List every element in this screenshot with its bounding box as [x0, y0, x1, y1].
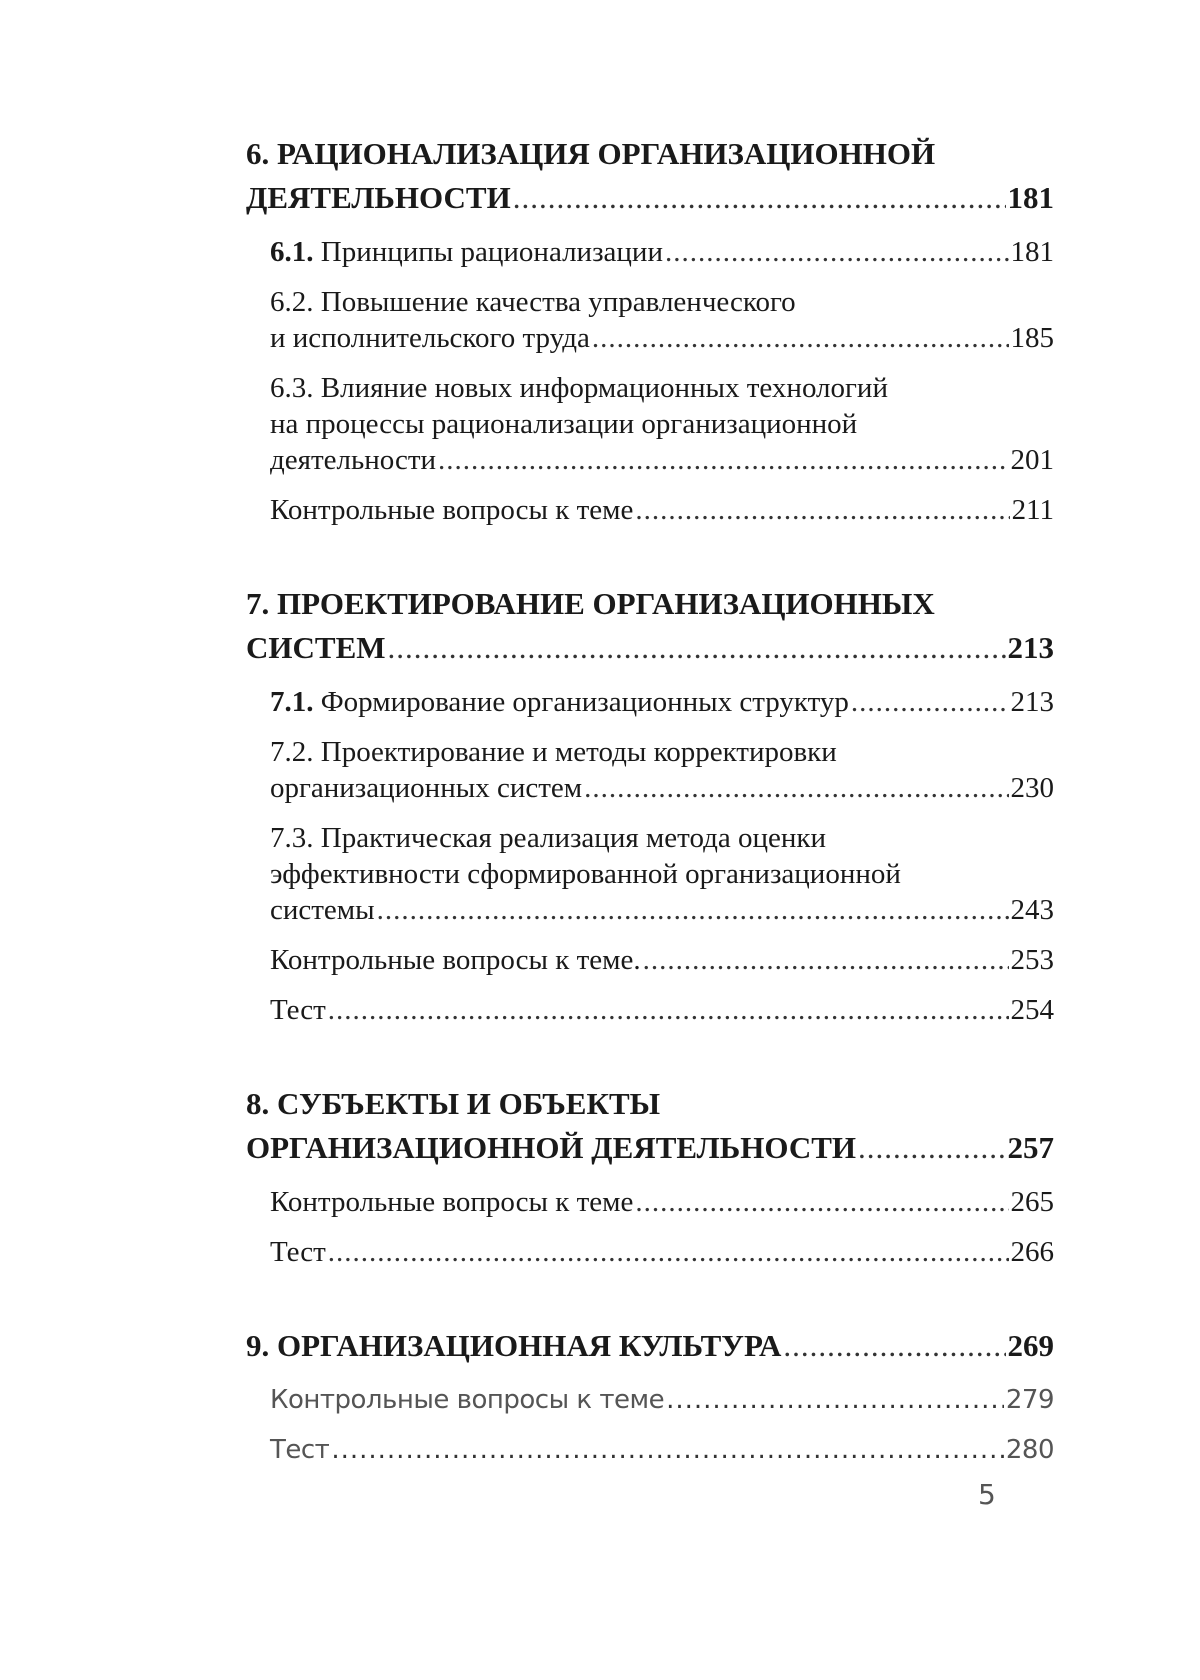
leader-dots	[783, 1324, 1005, 1368]
toc-review-questions	[246, 1184, 1054, 1220]
leader-dots	[377, 892, 1009, 928]
section-number: 7.1.	[270, 686, 314, 718]
toc-review-questions	[246, 1382, 1054, 1418]
toc-section-7-3	[246, 820, 1054, 928]
section-entry-line	[270, 492, 1054, 528]
section-page: 185	[1010, 322, 1054, 354]
chapter-title-last-line: СИСТЕМ	[246, 630, 386, 665]
toc-chapter-8	[246, 1082, 1054, 1270]
toc-chapter-7	[246, 582, 1054, 1028]
toc-chapter-9	[246, 1324, 1054, 1468]
toc-section-6-3	[246, 370, 1054, 478]
section-entry-line	[270, 684, 1054, 720]
chapter-title: 9. ОРГАНИЗАЦИОННАЯ КУЛЬТУРА	[246, 1328, 782, 1363]
section-title: Контрольные вопросы к теме.	[270, 944, 641, 976]
leader-dots	[584, 770, 1008, 806]
toc-review-questions	[246, 492, 1054, 528]
section-title-line: на процессы рационализации организационной	[270, 408, 858, 440]
leader-dots	[666, 1382, 1004, 1418]
section-page: 213	[1010, 686, 1054, 718]
section-title-line: 7.3. Практическая реализация метода оценки	[270, 822, 826, 854]
toc-section-6-1	[246, 234, 1054, 270]
section-title-last-line: системы	[270, 894, 375, 926]
chapter-title-last-line: ОРГАНИЗАЦИОННОЙ ДЕЯТЕЛЬНОСТИ	[246, 1130, 857, 1165]
section-title-line: 6.2. Повышение качества управленческого	[270, 286, 796, 318]
leader-dots	[438, 442, 1008, 478]
toc-section-7-1	[246, 684, 1054, 720]
section-entry-line	[270, 992, 1054, 1028]
section-title-last-line: организационных систем	[270, 772, 583, 804]
section-entry-line	[270, 892, 1054, 928]
section-entry-line	[270, 1382, 1054, 1418]
section-page: 201	[1010, 444, 1054, 476]
section-page: 254	[1010, 994, 1054, 1026]
section-title-last-line: деятельности	[270, 444, 437, 476]
chapter-page: 181	[1007, 180, 1054, 215]
leader-dots	[328, 992, 1009, 1028]
section-entry-line	[270, 770, 1054, 806]
toc-test	[246, 1234, 1054, 1270]
section-title-line: 6.3. Влияние новых информационных технологий	[270, 372, 888, 404]
page-number: 5	[978, 1478, 996, 1511]
leader-dots	[643, 942, 1009, 978]
section-title: Тест	[270, 1435, 330, 1465]
chapter-entry-line	[246, 626, 1054, 670]
leader-dots	[635, 492, 1009, 528]
section-title: Контрольные вопросы к теме	[270, 1385, 665, 1415]
section-title-line: эффективности сформированной организационной	[270, 858, 901, 890]
toc-review-questions	[246, 942, 1054, 978]
toc-section-6-2	[246, 284, 1054, 356]
section-title: Контрольные вопросы к теме	[270, 494, 634, 526]
section-page: 280	[1005, 1435, 1054, 1465]
table-of-contents	[246, 132, 1054, 1468]
leader-dots	[388, 626, 1006, 670]
chapter-page: 213	[1007, 630, 1054, 665]
section-entry-line	[270, 442, 1054, 478]
toc-test	[246, 1432, 1054, 1468]
section-title-last-line: и исполнительского труда	[270, 322, 590, 354]
leader-dots	[858, 1126, 1005, 1170]
chapter-title-last-line: ДЕЯТЕЛЬНОСТИ	[246, 180, 511, 215]
leader-dots	[328, 1234, 1009, 1270]
section-title: Формирование организационных структур	[320, 686, 849, 718]
section-title: Контрольные вопросы к теме	[270, 1186, 634, 1218]
chapter-page: 269	[1007, 1328, 1054, 1363]
section-page: 265	[1010, 1186, 1054, 1218]
chapter-title: 6. РАЦИОНАЛИЗАЦИЯ ОРГАНИЗАЦИОННОЙ	[246, 136, 936, 171]
section-title: Тест	[270, 1236, 326, 1268]
chapter-entry-line	[246, 1126, 1054, 1170]
chapter-title: 8. СУБЪЕКТЫ И ОБЪЕКТЫ	[246, 1086, 661, 1121]
section-page: 253	[1010, 944, 1054, 976]
section-entry-line	[270, 942, 1054, 978]
chapter-page: 257	[1007, 1130, 1054, 1165]
section-number: 6.1.	[270, 236, 314, 268]
section-entry-line	[270, 1432, 1054, 1468]
section-page: 243	[1010, 894, 1054, 926]
leader-dots	[851, 684, 1009, 720]
leader-dots	[665, 234, 1009, 270]
toc-test	[246, 992, 1054, 1028]
section-entry-line	[270, 1184, 1054, 1220]
chapter-entry-line	[246, 1324, 1054, 1368]
section-page: 211	[1011, 494, 1054, 526]
toc-section-7-2	[246, 734, 1054, 806]
section-title: Принципы рационализации	[320, 236, 663, 268]
section-entry-line	[270, 234, 1054, 270]
section-page: 181	[1010, 236, 1054, 268]
section-title-line: 7.2. Проектирование и методы корректировки	[270, 736, 837, 768]
section-page: 230	[1010, 772, 1054, 804]
section-entry-line	[270, 320, 1054, 356]
chapter-title: 7. ПРОЕКТИРОВАНИЕ ОРГАНИЗАЦИОННЫХ	[246, 586, 935, 621]
leader-dots	[331, 1432, 1004, 1468]
leader-dots	[635, 1184, 1008, 1220]
chapter-entry-line	[246, 176, 1054, 220]
section-page: 279	[1005, 1385, 1054, 1415]
leader-dots	[592, 320, 1009, 356]
section-page: 266	[1010, 1236, 1054, 1268]
toc-chapter-6	[246, 132, 1054, 528]
section-entry-line	[270, 1234, 1054, 1270]
leader-dots	[513, 176, 1006, 220]
section-title: Тест	[270, 994, 326, 1026]
